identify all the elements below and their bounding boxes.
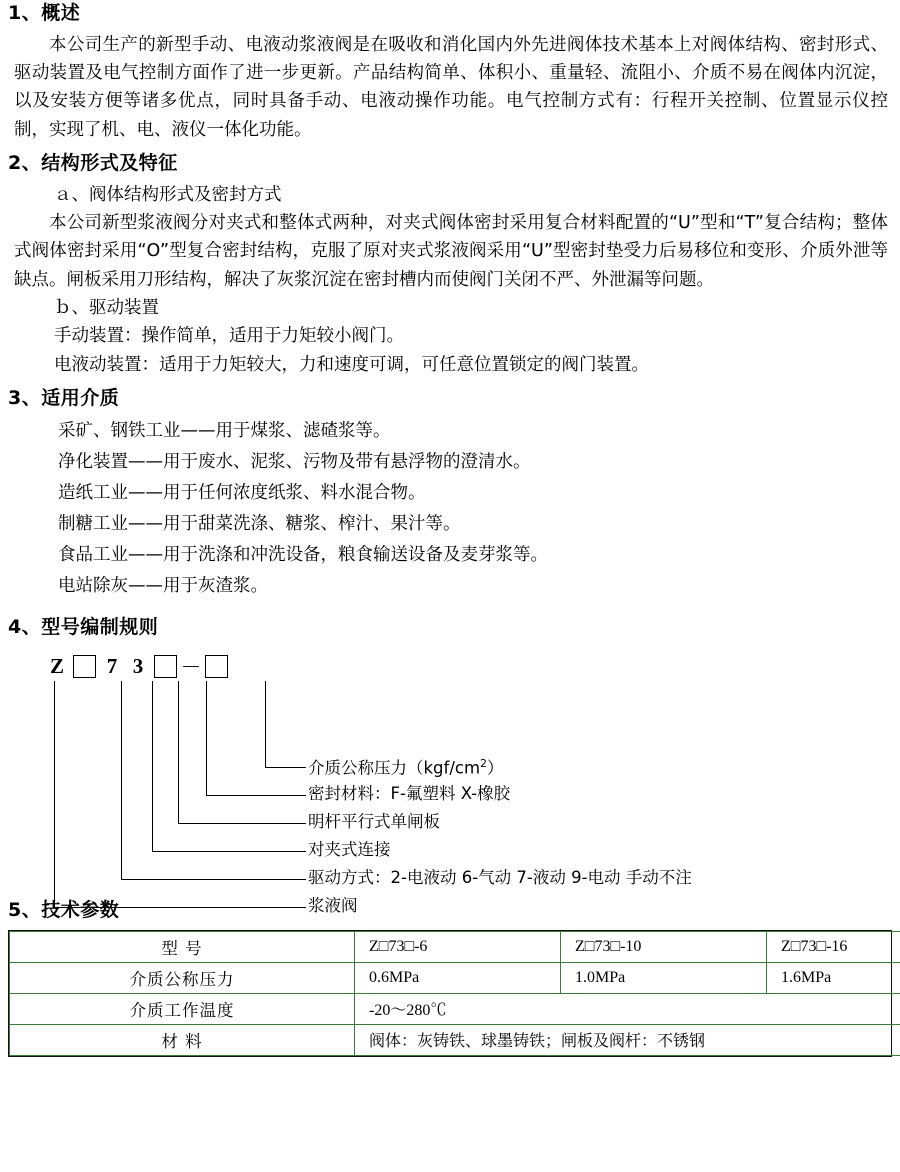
- leader-label-drive: 驱动方式：2-电液动 6-气动 7-液动 9-电动 手动不注: [308, 868, 692, 887]
- leader-label-valve: 浆液阀: [308, 896, 358, 915]
- table-row: [10, 931, 900, 962]
- table-cell-value: Z□73□-6: [355, 931, 561, 962]
- table-cell-label: 介质工作温度: [10, 993, 355, 1024]
- table-cell-value: Z□73□-10: [561, 931, 767, 962]
- list-item: 造纸工业——用于任何浓度纸浆、料水混合物。: [58, 482, 426, 503]
- section-1-paragraph: 本公司生产的新型手动、电液动浆液阀是在吸收和消化国内外先进阀体技术基本上对阀体结构、密封形式、驱动装置及电气控制方面作了进一步更新。产品结构简单、体积小、重量轻、流阻小、介质不易在阀体内沉淀，以及安装方便等诸多优点，同时具备手动、电液动操作功能。电气控制方式有：行程开关控制、位置显示仪控制，实现了机、电、液仪一体化功能。: [14, 34, 888, 140]
- leader-label-pressure: [308, 758, 504, 777]
- spec-table: [9, 931, 900, 1056]
- section-1-body: [14, 31, 888, 144]
- table-cell-value: 阀体：灰铸铁、球墨铸铁；闸板及阀杆：不锈钢: [355, 1024, 900, 1055]
- spec-table-wrapper: [8, 930, 892, 1057]
- code-box-3: [205, 655, 228, 678]
- code-dash: －: [180, 655, 202, 679]
- leader-label-connection: 对夹式连接: [308, 840, 391, 859]
- table-cell-label: 型 号: [10, 931, 355, 962]
- code-char-7: 7: [106, 653, 118, 678]
- section-2-heading: 2、结构形式及特征: [8, 151, 178, 174]
- leader-label-pressure-text: 介质公称压力（kgf/cm: [308, 758, 481, 778]
- table-cell-label: 材 料: [10, 1024, 355, 1055]
- section-4-heading: 4、型号编制规则: [8, 616, 159, 639]
- section-3-heading: 3、适用介质: [8, 386, 120, 409]
- leader-label-pressure-tail: ）: [487, 758, 504, 778]
- leader-label-sealmaterial: 密封材料：F-氟塑料 X-橡胶: [308, 784, 511, 803]
- list-item: 电站除灰——用于灰渣浆。: [58, 576, 268, 597]
- section-1-heading: 1、概述: [8, 2, 81, 24]
- code-box-1: [73, 655, 96, 678]
- table-cell-value: 1.6MPa: [767, 962, 900, 993]
- code-box-2: [154, 655, 177, 678]
- section-2-line-b2: 电液动装置：适用于力矩较大，力和速度可调，可任意位置锁定的阀门装置。: [54, 354, 649, 375]
- code-char-z: Z: [49, 653, 64, 678]
- table-cell-value: 0.6MPa: [355, 962, 561, 993]
- list-item: 采矿、钢铁工业——用于煤浆、滤碴浆等。: [58, 420, 391, 441]
- section-2-line-b1: 手动装置：操作简单，适用于力矩较小阀门。: [54, 326, 404, 347]
- code-char-3: 3: [132, 653, 144, 678]
- section-2-sub-b: ｂ、驱动装置: [54, 297, 159, 318]
- table-cell-value: 1.0MPa: [561, 962, 767, 993]
- section-5-heading: 5、技术参数: [8, 899, 120, 921]
- table-row: [10, 962, 900, 993]
- list-item: 净化装置——用于废水、泥浆、污物及带有悬浮物的澄清水。: [58, 451, 531, 472]
- table-cell-label: 介质公称压力: [10, 962, 355, 993]
- leader-label-pressure-sup: 2: [480, 757, 488, 770]
- table-row: [10, 993, 900, 1024]
- list-item: 制糖工业——用于甜菜洗涤、糖浆、榨汁、果汁等。: [58, 513, 461, 534]
- section-3-body: [14, 416, 888, 603]
- table-cell-value: -20～280℃: [355, 993, 900, 1024]
- section-2-paragraph-a: 本公司新型浆液阀分对夹式和整体式两种，对夹式阀体密封采用复合材料配置的“U”型和“T”复合结构；整体式阀体密封采用“O”型复合密封结构，克服了原对夹式浆液阀采用“U”型密封垫受力后易移位和变形、介质外泄等缺点。闸板采用刀形结构，解决了灰浆沉淀在密封槽内而使阀门关闭不严、外泄漏等问题。: [14, 212, 888, 290]
- list-item: 食品工业——用于洗涤和冲洗设备，粮食输送设备及麦芽浆等。: [58, 545, 548, 566]
- table-cell-value: Z□73□-16: [767, 931, 900, 962]
- section-2-body: [14, 181, 888, 379]
- leader-label-gateplate: 明杆平行式单闸板: [308, 812, 440, 831]
- model-code-row: [44, 651, 231, 681]
- table-row: [10, 1024, 900, 1055]
- section-2-sub-a: ａ、阀体结构形式及密封方式: [54, 184, 282, 205]
- leader-line-valve: [54, 681, 306, 908]
